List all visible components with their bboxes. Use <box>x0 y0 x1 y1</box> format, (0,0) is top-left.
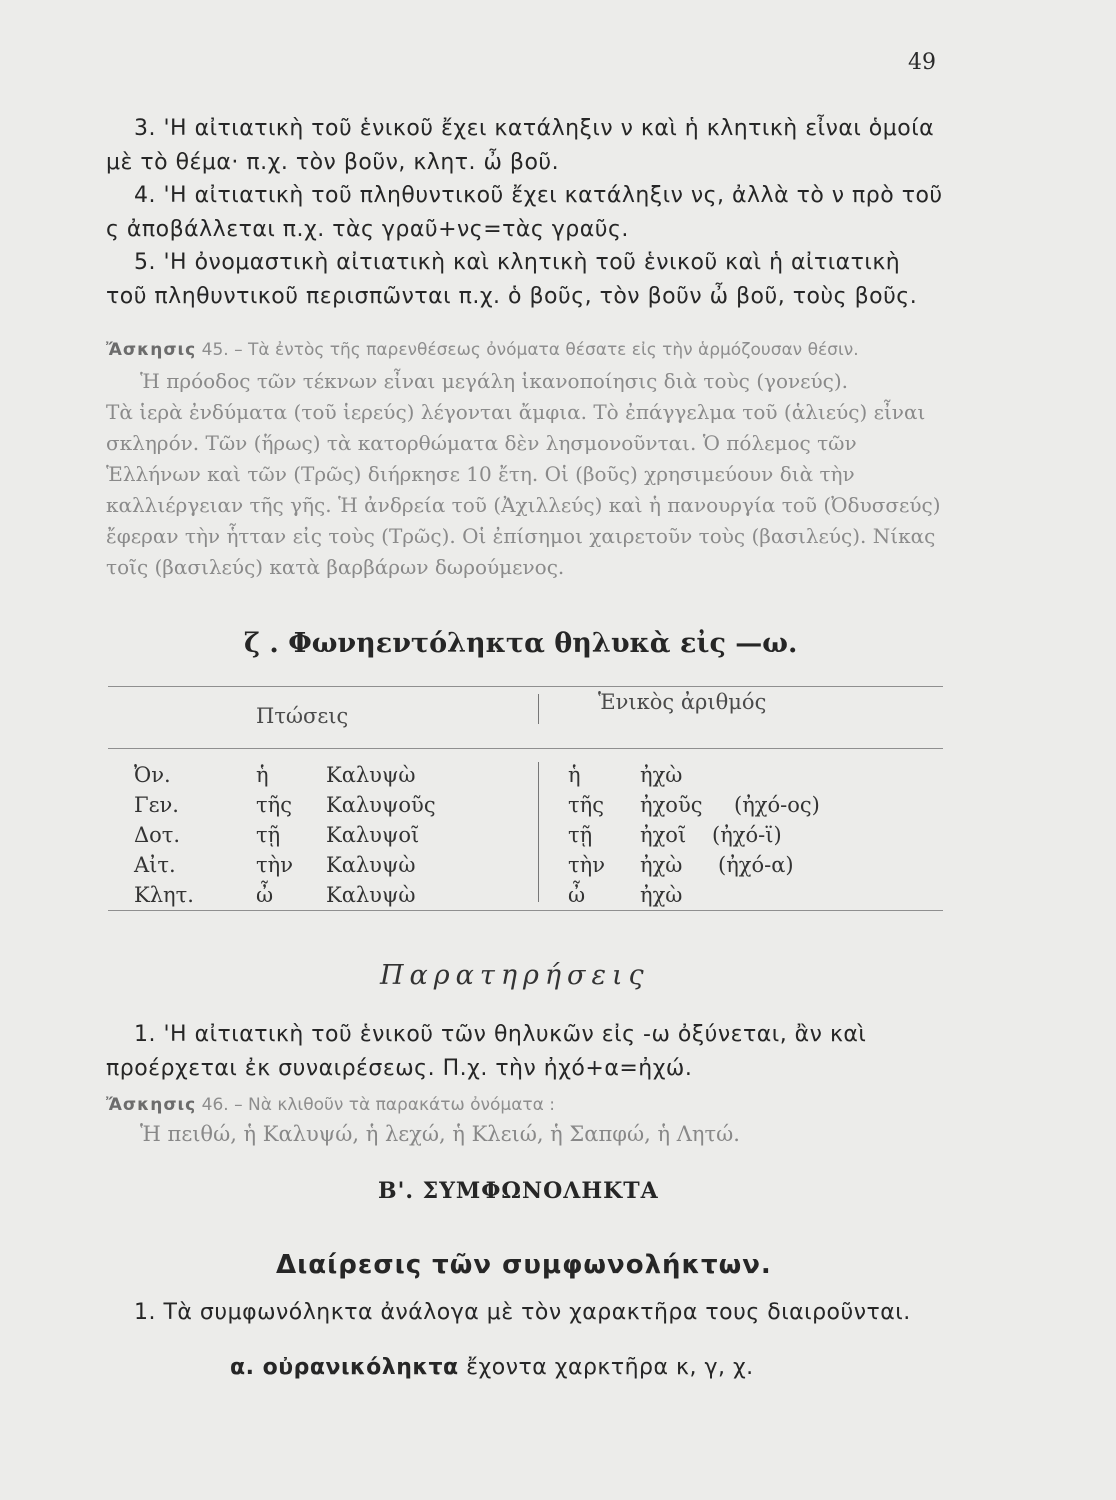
observation-1-text: 1. 'Η αἰτιατικὴ τοῦ ἑνικοῦ τῶν θηλυκῶν εἰς -ω ὀξύνεται, ἂν καὶ προέρχεται ἐκ συναιρέσεως. Π.χ. τὴν ἠχό+α=ἠχώ. <box>106 1022 867 1081</box>
exercise-46-label: Ἄσκησις <box>106 1095 197 1115</box>
division-item-a <box>230 1355 754 1380</box>
exercise-46-words: Ἡ πειθώ, ἡ Καλυψώ, ἡ λεχώ, ἡ Κλειώ, ἡ Σαπφώ, ἡ Λητώ. <box>140 1122 740 1146</box>
word-2: ἠχὼ <box>640 883 683 907</box>
case-label: Ὀν. <box>134 763 171 787</box>
division-text: 1. Τὰ συμφωνόληκτα ἀνάλογα μὲ τὸν χαρακτῆρα τους διαιροῦνται. <box>134 1300 911 1325</box>
observations-title: Παρατηρήσεις <box>380 960 650 991</box>
word-1: Καλυψὼ <box>326 763 416 787</box>
article-1: τῇ <box>256 823 281 847</box>
observation-1 <box>106 1018 946 1085</box>
article-2: τὴν <box>568 853 605 877</box>
exercise-45-label: Ἄσκησις <box>106 340 197 360</box>
division-item-a-text: ἔχοντα χαρκτῆρα κ, γ, χ. <box>466 1355 754 1380</box>
word-2: ἠχοῦς <box>640 793 703 817</box>
word-1: Καλυψὼ <box>326 883 416 907</box>
rule-3: 3. 'Η αἰτιατικὴ τοῦ ἑνικοῦ ἔχει κατάληξιν ν καὶ ἡ κλητικὴ εἶναι ὁμοία μὲ τὸ θέμα· π.χ. τὸν βοῦν, κλητ. ὦ βοῦ. <box>106 116 935 175</box>
article-2: τῆς <box>568 793 604 817</box>
division-item-a-label: α. οὐρανικόληκτα <box>230 1355 459 1380</box>
word-1: Καλυψοῖ <box>326 823 420 847</box>
heading-division: Διαίρεσις τῶν συμφωνολήκτων. <box>276 1250 772 1280</box>
article-2: τῇ <box>568 823 593 847</box>
exercise-45-line-1: Ἡ πρόοδος τῶν τέκνων εἶναι μεγάλη ἱκανοποίησις διὰ τοὺς (γονεύς). <box>140 369 849 393</box>
word-2: ἠχὼ <box>640 853 683 877</box>
rule-5: 5. 'Η ὀνομαστικὴ αἰτιατικὴ καὶ κλητικὴ τοῦ ἑνικοῦ καὶ ἡ αἰτιατικὴ τοῦ πληθυντικοῦ περισπῶνται π.χ. ὁ βοῦς, τὸν βοῦν ὦ βοῦ, τοὺς βοῦς. <box>106 250 918 309</box>
exercise-45-instruction: – Τὰ ἐντὸς τῆς παρενθέσεως ὀνόματα θέσατε εἰς τὴν ἁρμόζουσαν θέσιν. <box>234 340 859 360</box>
table-top-rule <box>108 686 943 687</box>
exercise-46 <box>106 1090 951 1121</box>
section-title-feminine-omega: ζ . Φωνηεντόληκτα θηλυκὰ εἰς —ω. <box>244 628 798 659</box>
table-header-rule <box>108 748 943 749</box>
article-1: τῆς <box>256 793 292 817</box>
word-2-note: (ἠχό-ος) <box>734 793 820 817</box>
page-number: 49 <box>908 50 936 75</box>
exercise-45-text: Τὰ ἱερὰ ἐνδύματα (τοῦ ἱερεύς) λέγονται ἄμφια. Τὸ ἐπάγγελμα τοῦ (ἁλιεύς) εἶναι σκληρόν. Τῶν (ἥρως) τὰ κατορθώματα δὲν λησμονοῦνται. Ὁ πόλεμος τῶν Ἑλλήνων καὶ τῶν (Τρῶς) διήρκησε 10 ἔτη. Οἱ (βοῦς) χρησιμεύουν διὰ τὴν καλλιέργειαν τῆς γῆς. Ἡ ἀνδρεία τοῦ (Ἀχιλλεύς) καὶ ἡ πανουργία τοῦ (Ὀδυσσεύς) ἔφεραν τὴν ἧτταν εἰς τοὺς (Τρῶς). Οἱ ἐπίσημοι χαιρετοῦν τοὺς (βασιλεύς). Νίκας τοῖς (βασιλεύς) κατὰ βαρβάρων δωρούμενος. <box>106 400 941 579</box>
exercise-45-heading <box>106 335 951 366</box>
exercise-45 <box>106 335 951 583</box>
case-label: Δοτ. <box>134 823 181 847</box>
rule-4: 4. 'Η αἰτιατικὴ τοῦ πληθυντικοῦ ἔχει κατάληξιν νς, ἀλλὰ τὸ ν πρὸ τοῦ ς ἀποβάλλεται π.χ. τὰς γραῦ+νς=τὰς γραῦς. <box>106 183 943 242</box>
table-bottom-rule <box>108 910 943 911</box>
exercise-46-heading <box>106 1090 951 1121</box>
word-2: ἠχοῖ <box>640 823 687 847</box>
case-label: Γεν. <box>134 793 179 817</box>
table-header-divider <box>538 694 539 724</box>
exercise-46-instruction: – Νὰ κλιθοῦν τὰ παρακάτω ὀνόματα : <box>234 1095 555 1115</box>
word-2-note: (ἠχό-α) <box>718 853 794 877</box>
article-1: τὴν <box>256 853 293 877</box>
article-1: ὦ <box>256 883 274 907</box>
case-label: Κλητ. <box>134 883 194 907</box>
table-header-cases: Πτώσεις <box>256 704 349 728</box>
table-header-singular: Ἑνικὸς ἀριθμός <box>598 690 767 714</box>
article-2: ὦ <box>568 883 586 907</box>
case-label: Αἰτ. <box>134 853 176 877</box>
word-1: Καλυψὼ <box>326 853 416 877</box>
division-paragraph <box>106 1296 956 1330</box>
heading-consonant-stems: Β'. ΣΥΜΦΩΝΟΛΗΚΤΑ <box>378 1178 659 1204</box>
word-2-note: (ἠχό-ϊ) <box>712 823 782 847</box>
exercise-46-number: 46. <box>201 1095 229 1115</box>
word-1: Καλυψοῦς <box>326 793 436 817</box>
article-1: ἡ <box>256 763 269 787</box>
article-2: ἡ <box>568 763 581 787</box>
exercise-45-number: 45. <box>201 340 229 360</box>
word-2: ἠχὼ <box>640 763 683 787</box>
rules-block <box>106 112 946 313</box>
table-column-divider <box>538 762 539 902</box>
